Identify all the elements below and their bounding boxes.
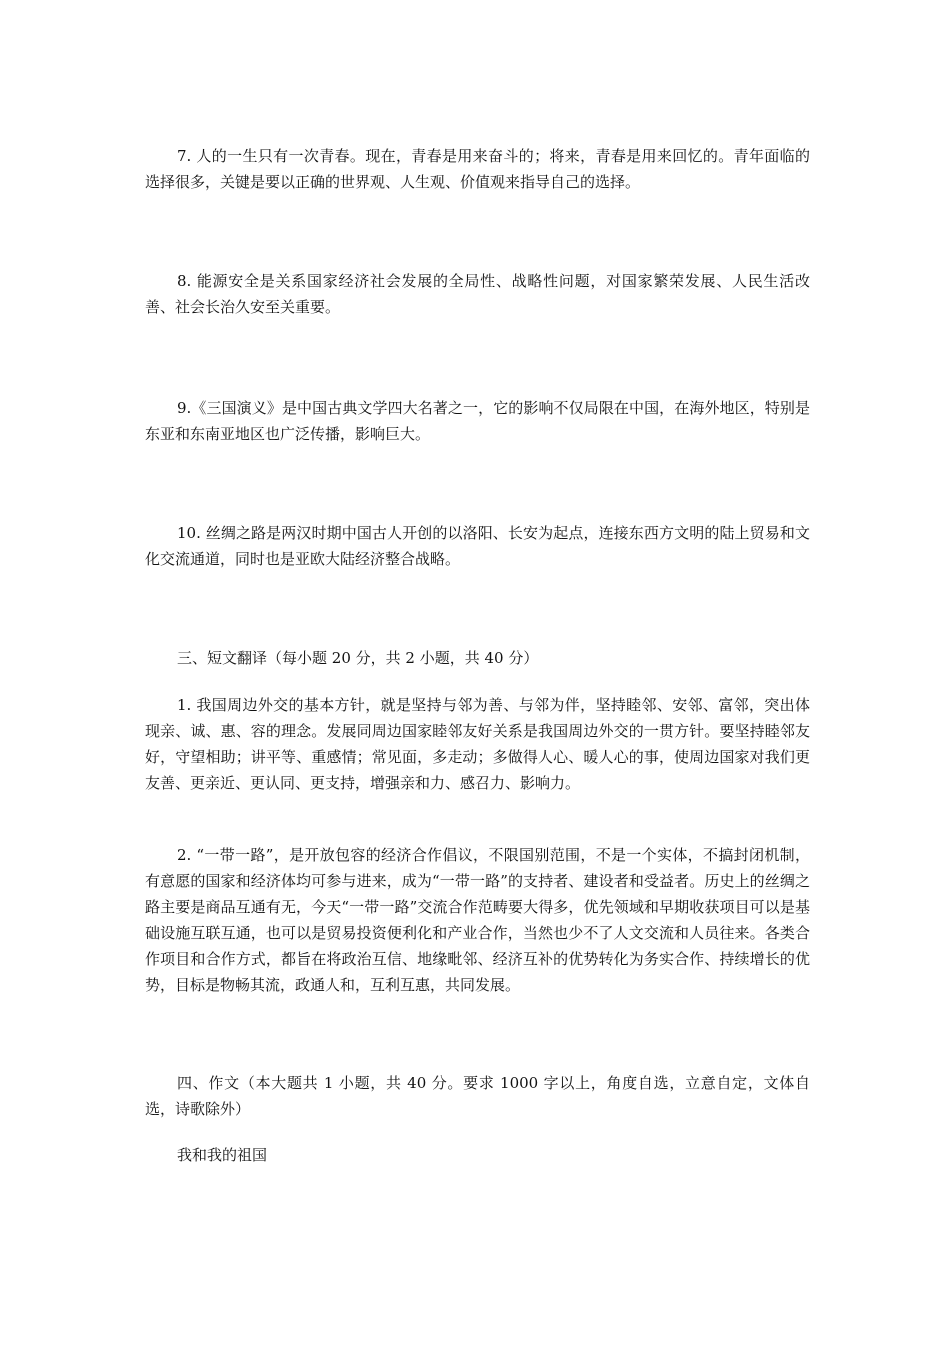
translation-passage-1: 1. 我国周边外交的基本方针，就是坚持与邻为善、与邻为伴，坚持睦邻、安邻、富邻，突出体现亲、诚、惠、容的理念。发展同周边国家睦邻友好关系是我国周边外交的一贯方针。要坚持睦邻友好，守望相助；讲平等、重感情；常见面，多走动；多做得人心、暖人心的事，使周边国家对我们更友善、更亲近、更认同、更支持，增强亲和力、感召力、影响力。	[145, 696, 810, 792]
essay-title: 我和我的祖国	[177, 1146, 268, 1164]
section-4-heading: 四、作文（本大题共 1 小题，共 40 分。要求 1000 字以上，角度自选，立意自定，文体自选，诗歌除外）	[145, 1074, 810, 1118]
section-3-heading: 三、短文翻译（每小题 20 分，共 2 小题，共 40 分）	[177, 649, 539, 667]
question-7: 7. 人的一生只有一次青春。现在，青春是用来奋斗的；将来，青春是用来回忆的。青年面临的选择很多，关键是要以正确的世界观、人生观、价值观来指导自己的选择。	[145, 147, 810, 191]
question-9: 9.《三国演义》是中国古典文学四大名著之一，它的影响不仅局限在中国，在海外地区，特别是东亚和东南亚地区也广泛传播，影响巨大。	[145, 399, 810, 443]
translation-passage-2: 2. “一带一路”，是开放包容的经济合作倡议，不限国别范围，不是一个实体，不搞封闭机制，有意愿的国家和经济体均可参与进来，成为“一带一路”的支持者、建设者和受益者。历史上的丝绸之路主要是商品互通有无，今天“一带一路”交流合作范畴要大得多，优先领域和早期收获项目可以是基础设施互联互通，也可以是贸易投资便利化和产业合作，当然也少不了人文交流和人员往来。各类合作项目和合作方式，都旨在将政治互信、地缘毗邻、经济互补的优势转化为务实合作、持续增长的优势，目标是物畅其流，政通人和，互利互惠，共同发展。	[145, 846, 810, 994]
question-10: 10. 丝绸之路是两汉时期中国古人开创的以洛阳、长安为起点，连接东西方文明的陆上贸易和文化交流通道，同时也是亚欧大陆经济整合战略。	[145, 524, 810, 568]
question-8: 8. 能源安全是关系国家经济社会发展的全局性、战略性问题，对国家繁荣发展、人民生活改善、社会长治久安至关重要。	[145, 272, 810, 316]
